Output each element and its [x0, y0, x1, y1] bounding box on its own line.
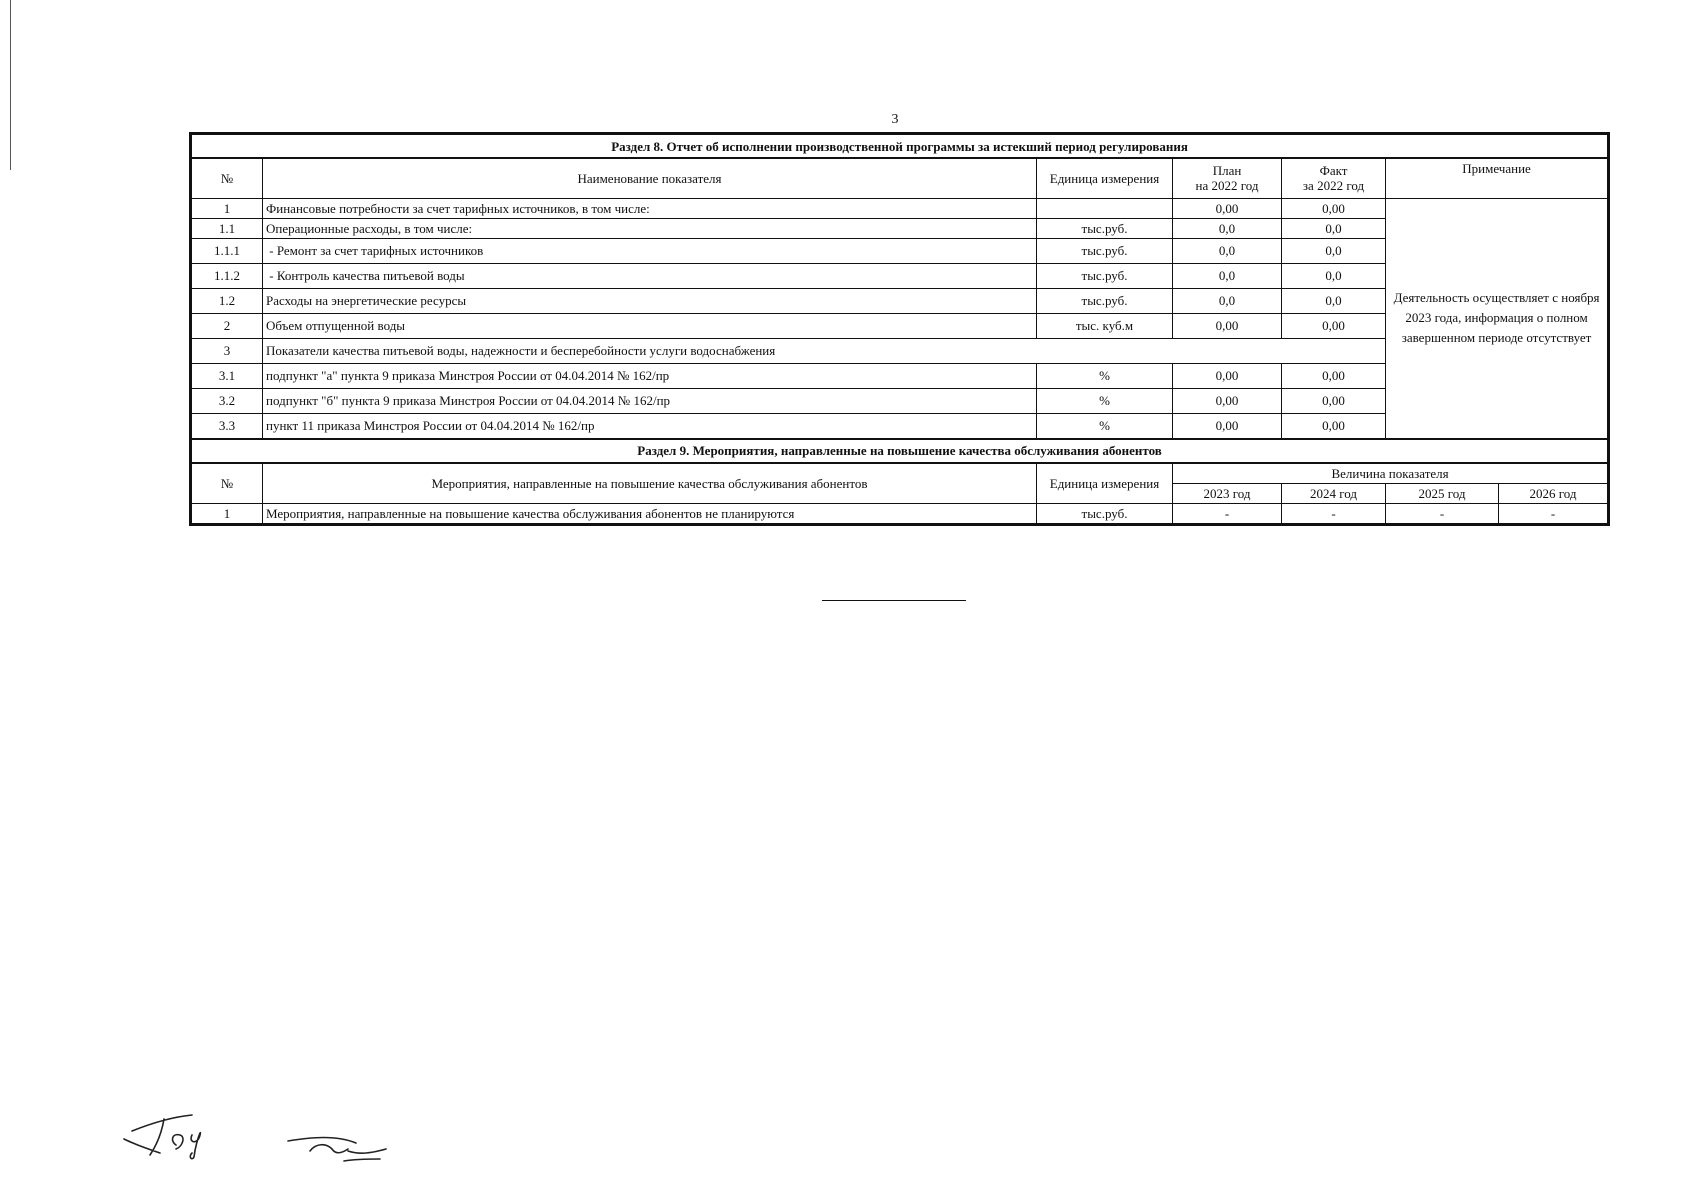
row-unit: тыс.руб. [1037, 238, 1173, 263]
s9-header-value: Величина показателя [1173, 463, 1609, 484]
row-name: Операционные расходы, в том числе: [263, 218, 1037, 238]
s8-header-fact [1282, 158, 1386, 198]
s8-header-plan [1173, 158, 1282, 198]
row-name: - Контроль качества питьевой воды [263, 263, 1037, 288]
row-num: 1 [191, 503, 263, 524]
row-plan: 0,00 [1173, 198, 1282, 218]
row-name: подпункт "б" пункта 9 приказа Минстроя России от 04.04.2014 № 162/пр [263, 388, 1037, 413]
row-name: Финансовые потребности за счет тарифных источников, в том числе: [263, 198, 1037, 218]
s8-header-note: Примечание [1386, 158, 1609, 198]
row-num: 3 [191, 338, 263, 363]
row-value: - [1386, 503, 1499, 524]
row-unit: тыс.руб. [1037, 503, 1173, 524]
row-name: - Ремонт за счет тарифных источников [263, 238, 1037, 263]
row-unit: тыс.руб. [1037, 263, 1173, 288]
row-plan: 0,0 [1173, 288, 1282, 313]
s8-header-plan-line2: на 2022 год [1195, 178, 1259, 194]
s9-header-name: Мероприятия, направленные на повышение качества обслуживания абонентов [263, 463, 1037, 504]
row-value: - [1173, 503, 1282, 524]
row-unit: % [1037, 388, 1173, 413]
row-name: Показатели качества питьевой воды, надежности и бесперебойности услуги водоснабжения [263, 338, 1386, 363]
end-of-document-line [822, 600, 966, 601]
row-plan: 0,00 [1173, 363, 1282, 388]
row-unit [1037, 198, 1173, 218]
row-num: 1.1 [191, 218, 263, 238]
s8-header-fact-line1: Факт [1319, 163, 1348, 179]
row-num: 3.3 [191, 413, 263, 439]
row-name: подпункт "а" пункта 9 приказа Минстроя России от 04.04.2014 № 162/пр [263, 363, 1037, 388]
page-number: 3 [891, 112, 899, 127]
row-num: 3.1 [191, 363, 263, 388]
row-plan: 0,00 [1173, 413, 1282, 439]
row-fact: 0,00 [1282, 388, 1386, 413]
handwritten-signatures [112, 1105, 412, 1165]
section9-title: Раздел 9. Мероприятия, направленные на повышение качества обслуживания абонентов [191, 439, 1609, 463]
row-unit: % [1037, 413, 1173, 439]
row-fact: 0,0 [1282, 238, 1386, 263]
table-row [191, 503, 1609, 524]
s9-header-year: 2025 год [1386, 483, 1499, 503]
row-plan: 0,0 [1173, 218, 1282, 238]
row-plan: 0,00 [1173, 388, 1282, 413]
row-name: Объем отпущенной воды [263, 313, 1037, 338]
row-unit: тыс. куб.м [1037, 313, 1173, 338]
section8-title: Раздел 8. Отчет об исполнении производственной программы за истекший период регулирования [191, 134, 1609, 159]
binding-edge-mark [10, 0, 11, 170]
s9-header-unit: Единица измерения [1037, 463, 1173, 504]
table-row [191, 198, 1609, 218]
row-name: пункт 11 приказа Минстроя России от 04.04.2014 № 162/пр [263, 413, 1037, 439]
row-num: 1.1.2 [191, 263, 263, 288]
row-plan: 0,0 [1173, 238, 1282, 263]
row-fact: 0,0 [1282, 288, 1386, 313]
row-fact: 0,0 [1282, 218, 1386, 238]
row-unit: % [1037, 363, 1173, 388]
row-name: Расходы на энергетические ресурсы [263, 288, 1037, 313]
s8-header-num: № [191, 158, 263, 198]
row-name: Мероприятия, направленные на повышение качества обслуживания абонентов не планируются [263, 503, 1037, 524]
row-value: - [1499, 503, 1609, 524]
s9-header-num: № [191, 463, 263, 504]
s9-header-year: 2026 год [1499, 483, 1609, 503]
row-plan: 0,00 [1173, 313, 1282, 338]
row-num: 1.1.1 [191, 238, 263, 263]
row-unit: тыс.руб. [1037, 288, 1173, 313]
row-fact: 0,00 [1282, 313, 1386, 338]
row-num: 3.2 [191, 388, 263, 413]
row-unit: тыс.руб. [1037, 218, 1173, 238]
row-fact: 0,00 [1282, 198, 1386, 218]
s8-header-name: Наименование показателя [263, 158, 1037, 198]
s9-header-year: 2023 год [1173, 483, 1282, 503]
row-num: 2 [191, 313, 263, 338]
s8-header-unit: Единица измерения [1037, 158, 1173, 198]
row-num: 1 [191, 198, 263, 218]
note-cell: Деятельность осуществляет с ноября 2023 года, информация о полном завершенном периоде отсутствует [1386, 198, 1609, 439]
row-fact: 0,0 [1282, 263, 1386, 288]
row-fact: 0,00 [1282, 413, 1386, 439]
s9-header-year: 2024 год [1282, 483, 1386, 503]
s8-header-fact-line2: за 2022 год [1302, 178, 1365, 194]
row-num: 1.2 [191, 288, 263, 313]
signature-1 [124, 1115, 200, 1159]
row-fact: 0,00 [1282, 363, 1386, 388]
row-plan: 0,0 [1173, 263, 1282, 288]
report-table [189, 132, 1610, 526]
row-value: - [1282, 503, 1386, 524]
s8-header-plan-line1: План [1212, 163, 1242, 179]
signature-2 [288, 1138, 386, 1162]
